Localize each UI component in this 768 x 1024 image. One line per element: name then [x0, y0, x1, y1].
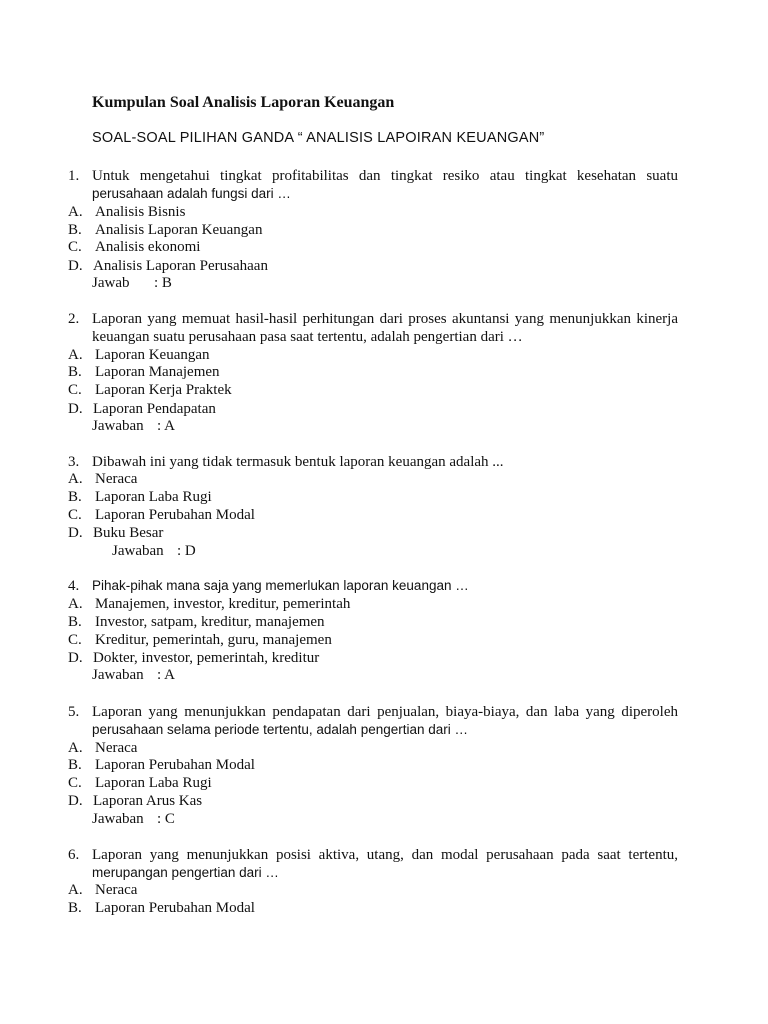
answer-label: Jawaban	[92, 667, 144, 683]
option-letter: C.	[68, 775, 82, 791]
question-text: Laporan yang menunjukkan pendapatan dari penjualan, biaya-biaya, dan laba yang diperoleh	[92, 704, 678, 720]
option-text: Laporan Keuangan	[95, 347, 210, 363]
question-text-continued	[92, 328, 523, 346]
question-text-continued: merupangan pengertian dari …	[92, 865, 279, 880]
option-text: Dokter, investor, pemerintah, kreditur	[93, 650, 320, 666]
answer-line	[92, 810, 175, 828]
question-number: 5.	[68, 704, 80, 720]
question-number: 2.	[68, 311, 80, 327]
option-text: Analisis Laporan Keuangan	[95, 222, 263, 238]
answer-label: Jawaban	[112, 543, 164, 559]
question-text-continued-body: keuangan suatu perusahaan pasa saat tertentu, adalah pengertian dari …	[92, 329, 523, 345]
option-letter: C.	[68, 382, 82, 398]
option-text: Neraca	[95, 471, 138, 487]
document-subtitle: SOAL-SOAL PILIHAN GANDA “ ANALISIS LAPOIRAN KEUANGAN”	[92, 130, 545, 146]
option-text: Kreditur, pemerintah, guru, manajemen	[95, 632, 332, 648]
question-text: Laporan yang memuat hasil-hasil perhitungan dari proses akuntansi yang menunjukkan kinerja	[92, 311, 678, 327]
question-text: Pihak-pihak mana saja yang memerlukan laporan keuangan …	[92, 578, 469, 593]
question-text: Laporan yang menunjukkan posisi aktiva, utang, dan modal perusahaan pada saat tertentu,	[92, 847, 678, 863]
option-text: Buku Besar	[93, 525, 164, 541]
answer-value: : A	[157, 418, 175, 434]
option-letter: C.	[68, 632, 82, 648]
option-text: Neraca	[95, 740, 138, 756]
option-letter: A.	[68, 471, 83, 487]
option-text: Analisis Bisnis	[95, 204, 186, 220]
option-letter: B.	[68, 900, 82, 916]
option-letter: B.	[68, 757, 82, 773]
answer-line	[92, 274, 172, 292]
answer-line	[92, 417, 175, 435]
option-letter: A.	[68, 204, 83, 220]
question-number: 6.	[68, 847, 80, 863]
option-text: Analisis Laporan Perusahaan	[93, 258, 268, 274]
option-text: Laporan Perubahan Modal	[95, 900, 255, 916]
option-letter: A.	[68, 347, 83, 363]
option-text: Laporan Perubahan Modal	[95, 507, 255, 523]
option-letter: A.	[68, 882, 83, 898]
answer-value: : D	[177, 543, 196, 559]
option-letter: B.	[68, 364, 82, 380]
option-letter: D.	[68, 793, 83, 809]
option-letter: D.	[68, 525, 83, 541]
document-title: Kumpulan Soal Analisis Laporan Keuangan	[92, 94, 395, 111]
question-number: 4.	[68, 578, 80, 594]
option-letter: A.	[68, 740, 83, 756]
option-text: Analisis ekonomi	[95, 239, 201, 255]
answer-value: : C	[157, 811, 175, 827]
option-text: Laporan Arus Kas	[93, 793, 203, 809]
option-text: Neraca	[95, 882, 138, 898]
question-text-continued: perusahaan adalah fungsi dari …	[92, 186, 291, 201]
answer-label: Jawab	[92, 275, 130, 291]
option-text: Manajemen, investor, kreditur, pemerintah	[95, 596, 351, 612]
option-text: Investor, satpam, kreditur, manajemen	[95, 614, 325, 630]
question-text: Dibawah ini yang tidak termasuk bentuk laporan keuangan adalah ...	[92, 454, 504, 470]
answer-value: : A	[157, 667, 175, 683]
option-text: Laporan Manajemen	[95, 364, 220, 380]
option-text: Laporan Laba Rugi	[95, 489, 212, 505]
answer-value: : B	[154, 275, 172, 291]
answer-line	[112, 542, 196, 560]
answer-label: Jawaban	[92, 811, 144, 827]
option-letter: A.	[68, 596, 83, 612]
answer-line	[92, 666, 175, 684]
question-number: 3.	[68, 454, 80, 470]
option-letter: C.	[68, 507, 82, 523]
option-text: Laporan Pendapatan	[93, 401, 216, 417]
option-letter: C.	[68, 239, 82, 255]
option-letter: D.	[68, 401, 83, 417]
option-letter: D.	[68, 650, 83, 666]
option-text: Laporan Perubahan Modal	[95, 757, 255, 773]
question-number: 1.	[68, 168, 80, 184]
answer-label: Jawaban	[92, 418, 144, 434]
option-letter: B.	[68, 614, 82, 630]
question-text-continued: perusahaan selama periode tertentu, adalah pengertian dari …	[92, 722, 469, 737]
question-text: Untuk mengetahui tingkat profitabilitas dan tingkat resiko atau tingkat kesehatan suatu	[92, 168, 678, 184]
option-letter: D.	[68, 258, 83, 274]
option-text: Laporan Laba Rugi	[95, 775, 212, 791]
option-letter: B.	[68, 222, 82, 238]
option-text: Laporan Kerja Praktek	[95, 382, 232, 398]
option-letter: B.	[68, 489, 82, 505]
